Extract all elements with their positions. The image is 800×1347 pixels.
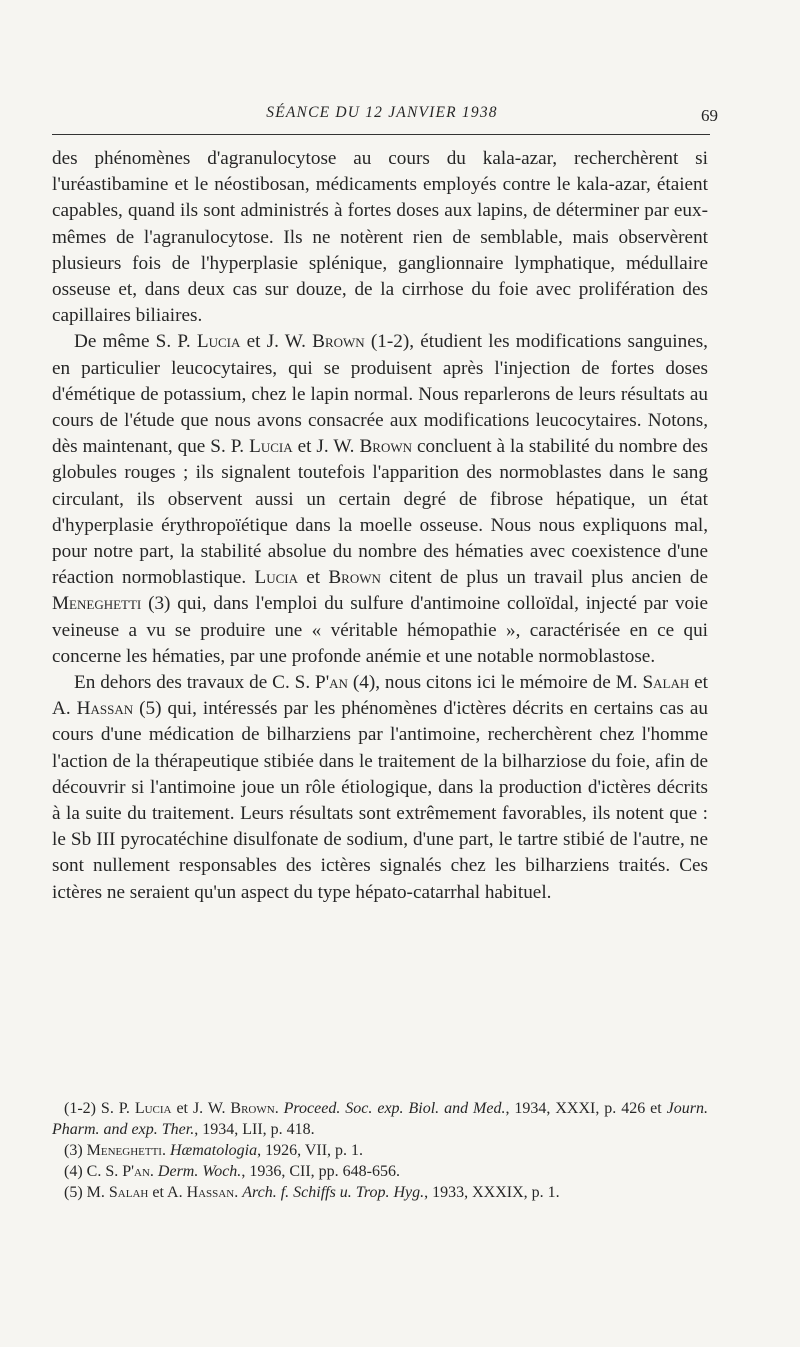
text-segment: . <box>274 1100 284 1117</box>
author-name: Lucia <box>134 1100 172 1117</box>
author-name: Salah <box>642 672 690 694</box>
author-name: P'an <box>122 1163 150 1180</box>
text-segment: (5) qui, intéressés par les phénomènes d'ictères décrits en certains cas au cours d'une médication de bilharziens par l'antimoine, recherchèrent chez l'homme l'action de la thérapeutique stibiée dans le traitement de la bilharziose du foie, afin de découvrir si l'antimoine joue un rôle étiologique, dans la production d'ictères décrits à la suite du traitement. Leurs résultats sont extrêmement favorables, ils notent que : le Sb III pyrocatéchine disulfonate de sodium, d'une part, le tartre stibié de l'autre, ne sont nullement responsables des ictères signalés chez les bilharziens traités. Ces ictères ne seraient qu'un aspect du type hépato-catarrhal habituel. <box>52 698 708 903</box>
footnote-5 <box>52 1182 708 1203</box>
text-segment: (3) qui, dans l'emploi du sulfure d'antimoine colloïdal, injecté par voie veineuse a vu se produire une « véritable hémopathie », caractérisée en ce qui concerne les hématies, par une profonde anémie et une notable normoblastose. <box>52 593 708 667</box>
text-segment: , 1926, VII, p. 1. <box>257 1142 364 1159</box>
journal-title: Hæmatologia <box>169 1142 258 1159</box>
text-segment: (1-2), étudient les modifications sanguines, en particulier leucocytaires, qui se produisent après l'injection de fortes doses d'émétique de potassium, chez le lapin normal. Nous reparlerons de leurs résultats au cours de l'étude que nous avons consacrée aux modifications leucocytaires. Notons, dès maintenant, que S. P. <box>52 331 708 458</box>
footnote-number: (5) M. <box>64 1184 109 1201</box>
running-header <box>52 100 718 132</box>
paragraph-2 <box>52 329 708 670</box>
text-segment: , 1933, XXXIX, p. 1. <box>424 1184 560 1201</box>
text-segment: , 1936, CII, pp. 648-656. <box>241 1163 400 1180</box>
author-name: Meneghetti <box>86 1142 162 1159</box>
running-title: SÉANCE DU 12 JANVIER 1938 <box>266 104 498 121</box>
text-segment: et A. <box>52 672 708 720</box>
text-segment: . <box>234 1184 243 1201</box>
footnote-4 <box>52 1161 708 1182</box>
author-name: Lucia <box>249 436 293 458</box>
author-name: Brown <box>230 1100 275 1117</box>
author-name: Brown <box>328 567 381 589</box>
author-name: Brown <box>312 331 365 353</box>
paragraph-1: des phénomènes d'agranulocytose au cours du kala-azar, recherchèrent si l'uréastibamine et le néostibosan, médicaments employés contre le kala-azar, étaient capables, quand ils sont administrés à fortes doses aux lapins, de déterminer par eux-mêmes de l'agranulocytose. Ils ne notèrent rien de semblable, mais observèrent plusieurs fois de l'hyperplasie splénique, ganglionnaire lymphatique, médullaire osseuse et, dans deux cas sur douze, de la cirrhose du foie avec prolifération des capillaires biliaires. <box>52 148 708 327</box>
text-segment: et J. W. <box>171 1100 231 1117</box>
journal-title: Derm. Woch. <box>157 1163 242 1180</box>
footnote-1-2 <box>52 1098 708 1140</box>
author-name: Hassan <box>186 1184 235 1201</box>
footnotes <box>52 1098 708 1203</box>
author-name: Lucia <box>254 567 298 589</box>
footnote-number: (3) <box>64 1142 87 1159</box>
text-segment: En dehors des travaux de C. S. <box>74 672 316 694</box>
text-segment: (4), nous citons ici le mémoire de M. <box>347 672 643 694</box>
journal-title: Journ. Pharm. and exp. Ther. <box>52 1100 708 1138</box>
author-name: P'an <box>315 672 348 694</box>
journal-title: Arch. f. Schiffs u. Trop. Hyg. <box>242 1184 425 1201</box>
text-segment: . <box>149 1163 158 1180</box>
journal-title: Proceed. Soc. exp. Biol. and Med. <box>283 1100 506 1117</box>
text-segment: et A. <box>148 1184 187 1201</box>
text-segment: concluent à la stabilité du nombre des globules rouges ; ils signalent toutefois l'apparition des normoblastes dans le sang circulant, ils observent aussi un certain degré de fibrose hépatique, un état d'hyperplasie érythropoïétique dans la moelle osseuse. Nous nous expliquons mal, pour notre part, la stabilité absolue du nombre des hématies avec coexistence d'une réaction normoblastique. <box>52 436 708 589</box>
text-segment: , 1934, XXXI, p. 426 et <box>505 1100 667 1117</box>
text-segment: . <box>161 1142 170 1159</box>
author-name: Meneghetti <box>52 593 142 615</box>
footnote-3 <box>52 1140 708 1161</box>
text-segment: De même S. P. <box>74 331 197 353</box>
paragraph-3 <box>52 670 708 906</box>
text-segment: et J. W. <box>292 436 360 458</box>
text-segment: et <box>297 567 329 589</box>
footnote-number: (1-2) S. P. <box>64 1100 135 1117</box>
footnote-number: (4) C. S. <box>64 1163 123 1180</box>
page-number: 69 <box>701 106 718 125</box>
author-name: Brown <box>359 436 412 458</box>
author-name: Hassan <box>76 698 134 720</box>
text-segment: citent de plus un travail plus ancien de <box>380 567 708 589</box>
text-segment: , 1934, LII, p. 418. <box>194 1121 315 1138</box>
author-name: Lucia <box>196 331 241 353</box>
author-name: Salah <box>108 1184 149 1201</box>
body-text <box>52 146 708 906</box>
header-rule <box>52 134 710 135</box>
text-segment: et J. W. <box>240 331 313 353</box>
